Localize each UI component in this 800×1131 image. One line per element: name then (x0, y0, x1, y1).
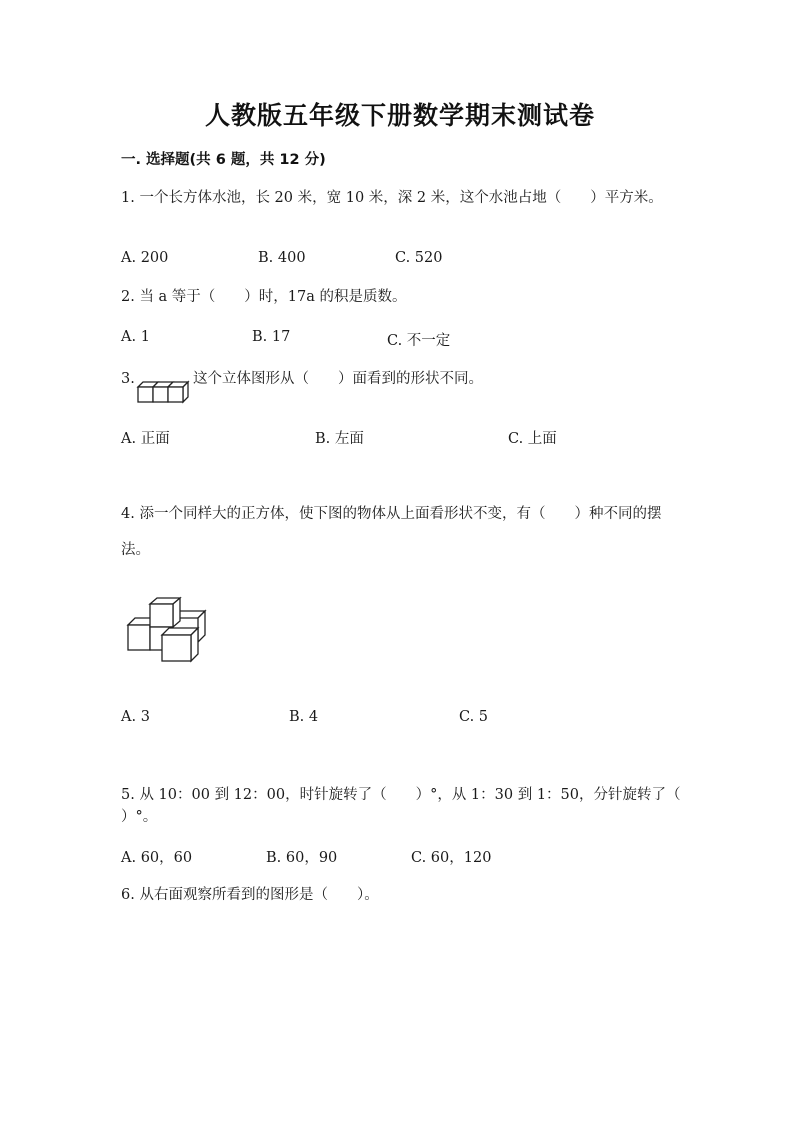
question-5-stem: 5. 从 10：00 到 12：00，时针旋转了（ ）°，从 1：30 到 1：50，分针旋转了（ ）°。 (121, 787, 710, 825)
question-2-stem: 2. 当 a 等于（ ）时，17a 的积是质数。 (121, 289, 407, 305)
stacked-cubes-figure (125, 597, 209, 665)
question-6-stem: 6. 从右面观察所看到的图形是（ ）。 (121, 887, 379, 903)
question-2-option-b[interactable]: B. 17 (252, 329, 291, 345)
question-3-stem: 这个立体图形从（ ）面看到的形状不同。 (193, 371, 483, 387)
question-3-option-b[interactable]: B. 左面 (315, 431, 364, 447)
question-3-option-a[interactable]: A. 正面 (121, 431, 170, 447)
question-1-option-a[interactable]: A. 200 (121, 250, 169, 266)
question-4-stem: 4. 添一个同样大的正方体，使下图的物体从上面看形状不变，有（ ）种不同的摆法。 (121, 506, 662, 558)
question-1-stem: 1. 一个长方体水池，长 20 米，宽 10 米，深 2 米，这个水池占地（ ）平方米。 (121, 190, 663, 206)
question-4-option-a[interactable]: A. 3 (121, 709, 150, 725)
question-5-option-b[interactable]: B. 60，90 (266, 850, 338, 866)
question-2-option-a[interactable]: A. 1 (121, 329, 150, 345)
question-4-option-b[interactable]: B. 4 (289, 709, 319, 725)
three-cubes-row-figure (136, 380, 190, 404)
question-5-option-a[interactable]: A. 60，60 (121, 850, 193, 866)
page-title: 人教版五年级下册数学期末测试卷 (204, 101, 595, 130)
question-3-option-c[interactable]: C. 上面 (508, 431, 557, 447)
question-5-option-c[interactable]: C. 60，120 (411, 850, 492, 866)
question-1-option-c[interactable]: C. 520 (395, 250, 443, 266)
section-heading: 一. 选择题(共 6 题，共 12 分) (121, 152, 326, 168)
question-2-option-c[interactable]: C. 不一定 (387, 333, 451, 349)
question-1-option-b[interactable]: B. 400 (258, 250, 306, 266)
question-3-number: 3. (121, 371, 135, 387)
question-4-option-c[interactable]: C. 5 (459, 709, 489, 725)
